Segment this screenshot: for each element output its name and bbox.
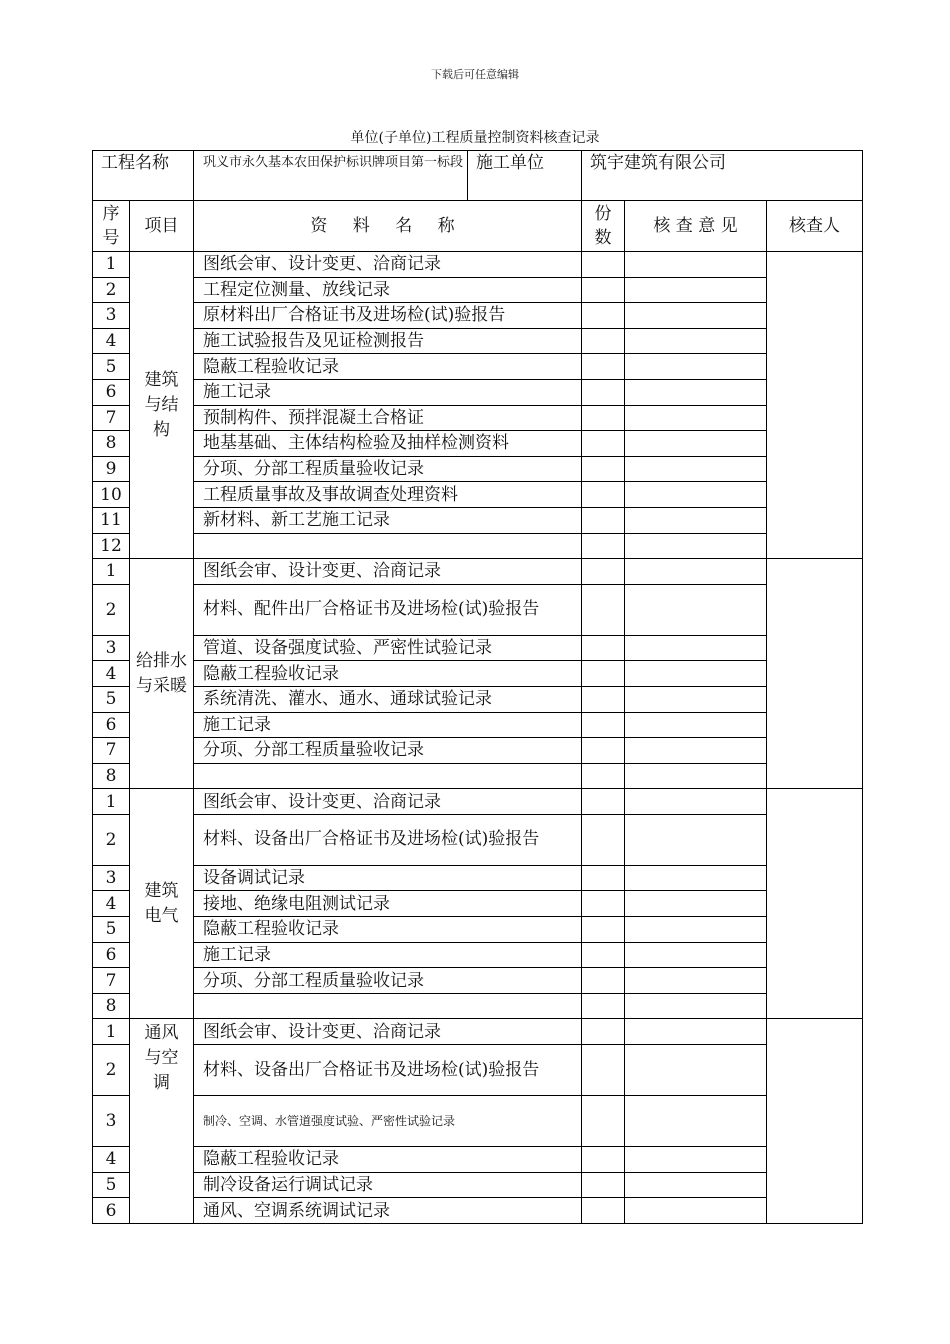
- opinion-cell[interactable]: [625, 1019, 767, 1045]
- document-item-name: 制冷设备运行调试记录: [194, 1172, 582, 1198]
- row-number: 3: [93, 1096, 130, 1147]
- row-number: 3: [93, 865, 130, 891]
- opinion-cell[interactable]: [625, 456, 767, 482]
- opinion-cell[interactable]: [625, 559, 767, 585]
- category-cell: [130, 789, 194, 1019]
- copies-cell[interactable]: [582, 507, 625, 533]
- opinion-cell[interactable]: [625, 584, 767, 635]
- copies-cell[interactable]: [582, 1147, 625, 1173]
- row-number: 1: [93, 252, 130, 278]
- col-opinion-header: 核 查 意 见: [625, 201, 767, 252]
- opinion-cell[interactable]: [625, 942, 767, 968]
- document-item-name: 工程质量事故及事故调查处理资料: [194, 482, 582, 508]
- row-number: 6: [93, 379, 130, 405]
- row-number: 8: [93, 763, 130, 789]
- document-item-name: 施工试验报告及见证检测报告: [194, 328, 582, 354]
- row-number: 8: [93, 993, 130, 1019]
- copies-cell[interactable]: [582, 252, 625, 278]
- table-row: [93, 456, 863, 482]
- copies-cell[interactable]: [582, 1096, 625, 1147]
- category-label: 建筑电气: [144, 880, 179, 926]
- table-row: [93, 1172, 863, 1198]
- project-name-label: 工程名称: [93, 151, 194, 201]
- header-note: 下载后可任意编辑: [431, 68, 519, 81]
- opinion-cell[interactable]: [625, 354, 767, 380]
- table-row: [93, 252, 863, 278]
- opinion-cell[interactable]: [625, 1045, 767, 1096]
- copies-cell[interactable]: [582, 482, 625, 508]
- row-number: 4: [93, 661, 130, 687]
- opinion-cell[interactable]: [625, 763, 767, 789]
- table-row: [93, 891, 863, 917]
- table-row: [93, 482, 863, 508]
- copies-cell[interactable]: [582, 1198, 625, 1224]
- copies-cell[interactable]: [582, 661, 625, 687]
- document-item-name: [194, 763, 582, 789]
- opinion-cell[interactable]: [625, 328, 767, 354]
- row-number: 6: [93, 942, 130, 968]
- document-item-name: 设备调试记录: [194, 865, 582, 891]
- opinion-cell[interactable]: [625, 891, 767, 917]
- copies-cell[interactable]: [582, 379, 625, 405]
- category-cell: [130, 252, 194, 559]
- document-item-name: 隐蔽工程验收记录: [194, 1147, 582, 1173]
- copies-cell[interactable]: [582, 865, 625, 891]
- document-item-name: 图纸会审、设计变更、洽商记录: [194, 1019, 582, 1045]
- copies-cell[interactable]: [582, 814, 625, 865]
- document-item-name: 地基基础、主体结构检验及抽样检测资料: [194, 431, 582, 457]
- opinion-cell[interactable]: [625, 993, 767, 1019]
- row-number: 7: [93, 968, 130, 994]
- opinion-cell[interactable]: [625, 917, 767, 943]
- row-number: 5: [93, 354, 130, 380]
- row-number: 2: [93, 584, 130, 635]
- category-cell: [130, 1019, 194, 1223]
- opinion-cell[interactable]: [625, 712, 767, 738]
- column-header-row: [93, 201, 863, 252]
- table-row: [93, 277, 863, 303]
- opinion-cell[interactable]: [625, 277, 767, 303]
- table-row: [93, 379, 863, 405]
- document-item-name: 施工记录: [194, 712, 582, 738]
- copies-cell[interactable]: [582, 1172, 625, 1198]
- opinion-cell[interactable]: [625, 968, 767, 994]
- copies-cell[interactable]: [582, 891, 625, 917]
- category-label: 建筑与结构: [144, 369, 179, 440]
- copies-cell[interactable]: [582, 917, 625, 943]
- row-number: 5: [93, 917, 130, 943]
- document-item-name: 图纸会审、设计变更、洽商记录: [194, 559, 582, 585]
- document-item-name: 原材料出厂合格证书及进场检(试)验报告: [194, 303, 582, 329]
- table-row: [93, 405, 863, 431]
- row-number: 11: [93, 507, 130, 533]
- checker-cell[interactable]: [767, 789, 863, 1019]
- copies-cell[interactable]: [582, 584, 625, 635]
- row-number: 3: [93, 303, 130, 329]
- table-row: [93, 993, 863, 1019]
- row-number: 1: [93, 789, 130, 815]
- row-number: 3: [93, 635, 130, 661]
- copies-cell[interactable]: [582, 303, 625, 329]
- table-row: [93, 1045, 863, 1096]
- document-item-name: 施工记录: [194, 379, 582, 405]
- document-item-name: 材料、设备出厂合格证书及进场检(试)验报告: [194, 1045, 582, 1096]
- inspection-table: [92, 150, 863, 1224]
- opinion-cell[interactable]: [625, 635, 767, 661]
- row-number: 7: [93, 405, 130, 431]
- project-info-row: [93, 151, 863, 201]
- row-number: 8: [93, 431, 130, 457]
- category-cell: [130, 559, 194, 789]
- table-row: [93, 789, 863, 815]
- row-number: 5: [93, 686, 130, 712]
- table-row: [93, 917, 863, 943]
- checker-cell[interactable]: [767, 252, 863, 559]
- document-item-name: 分项、分部工程质量验收记录: [194, 968, 582, 994]
- contractor-value: 筑宇建筑有限公司: [582, 151, 863, 201]
- table-row: [93, 1019, 863, 1045]
- col-name-header: 资 料 名 称: [194, 201, 582, 252]
- row-number: 2: [93, 277, 130, 303]
- document-item-name: 制冷、空调、水管道强度试验、严密性试验记录: [194, 1096, 582, 1147]
- table-row: [93, 763, 863, 789]
- opinion-cell[interactable]: [625, 1147, 767, 1173]
- contractor-label: 施工单位: [468, 151, 582, 201]
- copies-cell[interactable]: [582, 533, 625, 559]
- table-row: [93, 635, 863, 661]
- copies-cell[interactable]: [582, 431, 625, 457]
- checker-cell[interactable]: [767, 559, 863, 789]
- copies-cell[interactable]: [582, 559, 625, 585]
- document-item-name: 管道、设备强度试验、严密性试验记录: [194, 635, 582, 661]
- document-item-name: 图纸会审、设计变更、洽商记录: [194, 789, 582, 815]
- copies-cell[interactable]: [582, 635, 625, 661]
- document-item-name: [194, 993, 582, 1019]
- project-name-value: 巩义市永久基本农田保护标识牌项目第一标段: [194, 151, 468, 201]
- document-title: 单位(子单位)工程质量控制资料核查记录: [350, 130, 600, 146]
- row-number: 12: [93, 533, 130, 559]
- table-row: [93, 1198, 863, 1224]
- copies-cell[interactable]: [582, 968, 625, 994]
- copies-cell[interactable]: [582, 712, 625, 738]
- table-row: [93, 968, 863, 994]
- document-item-name: 预制构件、预拌混凝土合格证: [194, 405, 582, 431]
- copies-cell[interactable]: [582, 763, 625, 789]
- opinion-cell[interactable]: [625, 379, 767, 405]
- document-item-name: 材料、设备出厂合格证书及进场检(试)验报告: [194, 814, 582, 865]
- document-item-name: 隐蔽工程验收记录: [194, 917, 582, 943]
- opinion-cell[interactable]: [625, 1172, 767, 1198]
- copies-cell[interactable]: [582, 789, 625, 815]
- row-number: 2: [93, 814, 130, 865]
- document-item-name: 通风、空调系统调试记录: [194, 1198, 582, 1224]
- document-item-name: 新材料、新工艺施工记录: [194, 507, 582, 533]
- row-number: 1: [93, 1019, 130, 1045]
- category-label: 通风与空调: [144, 1023, 179, 1094]
- copies-cell[interactable]: [582, 354, 625, 380]
- row-number: 4: [93, 1147, 130, 1173]
- copies-cell[interactable]: [582, 686, 625, 712]
- col-seq-label: 序号: [102, 204, 120, 248]
- document-item-name: 施工记录: [194, 942, 582, 968]
- row-number: 4: [93, 891, 130, 917]
- document-item-name: 隐蔽工程验收记录: [194, 661, 582, 687]
- opinion-cell[interactable]: [625, 431, 767, 457]
- table-row: [93, 1096, 863, 1147]
- table-row: [93, 328, 863, 354]
- table-row: [93, 738, 863, 764]
- document-item-name: 分项、分部工程质量验收记录: [194, 456, 582, 482]
- row-number: 9: [93, 456, 130, 482]
- row-number: 6: [93, 1198, 130, 1224]
- table-row: [93, 942, 863, 968]
- opinion-cell[interactable]: [625, 738, 767, 764]
- table-row: [93, 303, 863, 329]
- col-seq-header: [93, 201, 130, 252]
- opinion-cell[interactable]: [625, 814, 767, 865]
- document-item-name: 接地、绝缘电阻测试记录: [194, 891, 582, 917]
- copies-cell[interactable]: [582, 328, 625, 354]
- opinion-cell[interactable]: [625, 533, 767, 559]
- table-row: [93, 814, 863, 865]
- table-row: [93, 431, 863, 457]
- opinion-cell[interactable]: [625, 303, 767, 329]
- copies-cell[interactable]: [582, 942, 625, 968]
- document-item-name: 工程定位测量、放线记录: [194, 277, 582, 303]
- row-number: 2: [93, 1045, 130, 1096]
- row-number: 5: [93, 1172, 130, 1198]
- opinion-cell[interactable]: [625, 1096, 767, 1147]
- opinion-cell[interactable]: [625, 661, 767, 687]
- row-number: 7: [93, 738, 130, 764]
- opinion-cell[interactable]: [625, 252, 767, 278]
- document-item-name: [194, 533, 582, 559]
- opinion-cell[interactable]: [625, 405, 767, 431]
- opinion-cell[interactable]: [625, 482, 767, 508]
- opinion-cell[interactable]: [625, 686, 767, 712]
- col-project-header: 项目: [130, 201, 194, 252]
- opinion-cell[interactable]: [625, 789, 767, 815]
- document-item-name: 隐蔽工程验收记录: [194, 354, 582, 380]
- copies-cell[interactable]: [582, 993, 625, 1019]
- opinion-cell[interactable]: [625, 507, 767, 533]
- document-item-name: 分项、分部工程质量验收记录: [194, 738, 582, 764]
- row-number: 6: [93, 712, 130, 738]
- opinion-cell[interactable]: [625, 1198, 767, 1224]
- table-row: [93, 559, 863, 585]
- row-number: 1: [93, 559, 130, 585]
- copies-cell[interactable]: [582, 456, 625, 482]
- row-number: 4: [93, 328, 130, 354]
- opinion-cell[interactable]: [625, 865, 767, 891]
- table-row: [93, 686, 863, 712]
- checker-cell[interactable]: [767, 1019, 863, 1223]
- copies-cell[interactable]: [582, 277, 625, 303]
- col-copies-header: [582, 201, 625, 252]
- document-item-name: 系统清洗、灌水、通水、通球试验记录: [194, 686, 582, 712]
- table-row: [93, 533, 863, 559]
- document-item-name: 图纸会审、设计变更、洽商记录: [194, 252, 582, 278]
- row-number: 10: [93, 482, 130, 508]
- table-row: [93, 661, 863, 687]
- table-row: [93, 507, 863, 533]
- copies-cell[interactable]: [582, 1019, 625, 1045]
- table-row: [93, 1147, 863, 1173]
- copies-cell[interactable]: [582, 1045, 625, 1096]
- col-copies-label: 份数: [594, 204, 612, 248]
- table-row: [93, 584, 863, 635]
- document-item-name: 材料、配件出厂合格证书及进场检(试)验报告: [194, 584, 582, 635]
- category-label: 给排水与采暖: [136, 650, 187, 696]
- copies-cell[interactable]: [582, 738, 625, 764]
- table-row: [93, 865, 863, 891]
- table-row: [93, 712, 863, 738]
- copies-cell[interactable]: [582, 405, 625, 431]
- col-checker-header: 核查人: [767, 201, 863, 252]
- table-row: [93, 354, 863, 380]
